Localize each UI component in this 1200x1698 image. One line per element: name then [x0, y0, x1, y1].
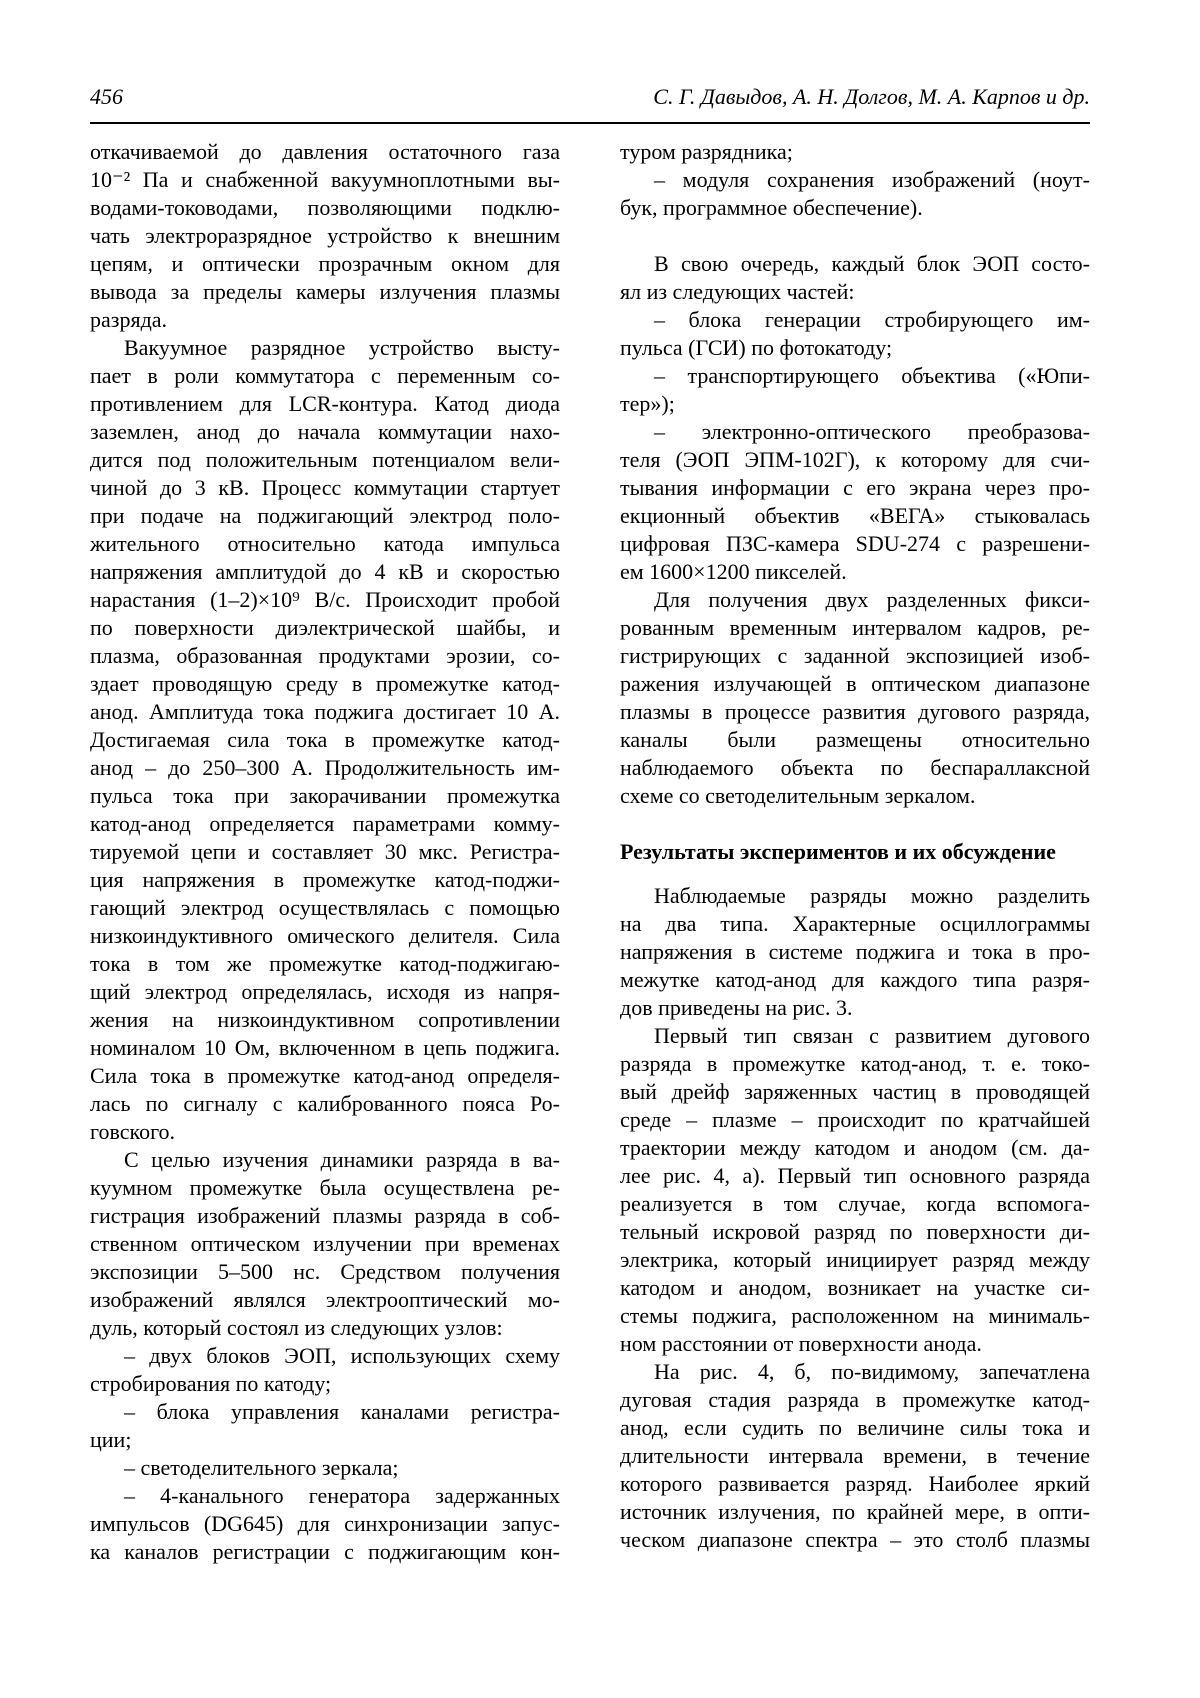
list-item [90, 1482, 560, 1566]
text-line: катодом и анодом, возникает на участке си- [620, 1275, 1090, 1300]
text-line: ражения излучающей в оптическом диапазоне [620, 671, 1090, 696]
text-line: ственном оптическом излучении при временах [90, 1231, 560, 1256]
text-line: Наблюдаемые разряды можно разделить [654, 883, 1090, 908]
text-line: стробирования по катоду; [90, 1371, 332, 1396]
paragraph [620, 1358, 1090, 1554]
page-header [90, 84, 1090, 110]
text-line: бук, программное обеспечение). [620, 195, 923, 220]
text-line: – блока управления каналами регистра- [124, 1399, 560, 1424]
text-line: лась по сигналу с калиброванного пояса Ро- [90, 1091, 560, 1116]
blank-line [620, 222, 1090, 250]
text-line: – светоделительного зеркала; [124, 1455, 399, 1480]
text-line: тывания информации с его экрана через про- [620, 475, 1090, 500]
text-line: дуль, который состоял из следующих узлов: [90, 1315, 503, 1340]
list-item [620, 306, 1090, 362]
text-line: напряжения амплитудой до 4 кВ и скоростью [90, 559, 560, 584]
text-line: В свою очередь, каждый блок ЭОП состо- [654, 251, 1090, 276]
text-line: вывода за пределы камеры излучения плазмы [90, 279, 560, 304]
text-line: нарастания (1–2)×10⁹ В/с. Происходит пробой [90, 587, 560, 612]
text-line: Первый тип связан с развитием дугового [654, 1023, 1090, 1048]
text-line: плазма, образованная продуктами эрозии, со- [90, 643, 560, 668]
right-column [620, 138, 1090, 1566]
text-line: – 4-канального генератора задержанных [124, 1483, 560, 1508]
text-line: С целью изучения динамики разряда в ва- [124, 1147, 560, 1172]
paragraph [90, 138, 560, 334]
text-line: плазмы в процессе развития дугового разряда, [620, 699, 1090, 724]
text-line: противлением для LCR-контура. Катод диода [90, 391, 560, 416]
paragraph [90, 1146, 560, 1342]
text-line: по поверхности диэлектрической шайбы, и [90, 615, 560, 640]
text-line: разряда. [90, 307, 168, 332]
left-column [90, 138, 560, 1566]
text-line: анод – до 250–300 А. Продолжительность им- [90, 755, 560, 780]
text-line: межутке катод-анод для каждого типа разря- [620, 967, 1090, 992]
text-line: длительности интервала времени, в течение [620, 1443, 1090, 1468]
text-line: разряда в промежутке катод-анод, т. е. токо- [620, 1051, 1090, 1076]
text-line: чать электроразрядное устройство к внешним [90, 223, 560, 248]
text-line: ция напряжения в промежутке катод-поджи- [90, 867, 560, 892]
text-line: изображений являлся электрооптический мо- [90, 1287, 560, 1312]
text-line: которого развивается разряд. Наиболее яркий [620, 1471, 1090, 1496]
text-line: каналы были размещены относительно [620, 727, 1090, 752]
running-head: С. Г. Давыдов, А. Н. Долгов, М. А. Карпов и др. [653, 84, 1090, 109]
text-line: дится под положительным потенциалом вели- [90, 447, 560, 472]
text-line: Для получения двух разделенных фикси- [654, 587, 1090, 612]
text-line: заземлен, анод до начала коммутации нахо- [90, 419, 560, 444]
text-line: жения на низкоиндуктивном сопротивлении [90, 1007, 560, 1032]
text-line: ял из следующих частей: [620, 279, 855, 304]
text-line: катод-анод определяется параметрами комму- [90, 811, 560, 836]
text-line: – блока генерации стробирующего им- [654, 307, 1090, 332]
text-line: Сила тока в промежутке катод-анод определя- [90, 1063, 560, 1088]
text-line: номиналом 10 Ом, включенном в цепь поджига. [90, 1035, 560, 1060]
text-line: щий электрод определялась, исходя из напря- [90, 979, 560, 1004]
text-line: анод. Амплитуда тока поджига достигает 10 А. [90, 699, 560, 724]
header-rule [90, 122, 1090, 124]
text-line: – транспортирующего объектива («Юпи- [654, 363, 1090, 388]
page-number: 456 [90, 84, 123, 109]
text-line: тируемой цепи и составляет 30 мкс. Регистра- [90, 839, 560, 864]
text-line: вый дрейф заряженных частиц в проводящей [620, 1079, 1090, 1104]
text-line: говского. [90, 1119, 176, 1144]
list-item [90, 1454, 560, 1482]
text-line: дуговая стадия разряда в промежутке катод- [620, 1387, 1090, 1412]
text-line: ческом диапазоне спектра – это столб плазмы [620, 1527, 1090, 1552]
paragraph [90, 334, 560, 1146]
text-line: чиной до 3 кВ. Процесс коммутации стартует [90, 475, 560, 500]
text-line: гистрирующих с заданной экспозицией изоб- [620, 643, 1090, 668]
text-line: лее рис. 4, а). Первый тип основного разряда [620, 1163, 1090, 1188]
text-line: здает проводящую среду в промежутке катод- [90, 671, 560, 696]
text-line: – электронно-оптического преобразова- [654, 419, 1090, 444]
two-column-layout [90, 138, 1090, 1566]
text-line: напряжения в системе поджига и тока в про- [620, 939, 1090, 964]
paragraph [620, 586, 1090, 810]
section-heading: Результаты экспериментов и их обсуждение [620, 839, 1056, 864]
text-line: цепям, и оптически прозрачным окном для [90, 251, 560, 276]
text-line: реализуется в том случае, когда вспомога- [620, 1191, 1090, 1216]
text-line: жительного относительно катода импульса [90, 531, 560, 556]
list-item [90, 1342, 560, 1398]
text-line: пает в роли коммутатора с переменным со- [90, 363, 560, 388]
text-line: ем 1600×1200 пикселей. [620, 559, 847, 584]
text-line: пульса (ГСИ) по фотокатоду; [620, 335, 893, 360]
text-line: при подаче на поджигающий электрод поло- [90, 503, 560, 528]
text-line: дов приведены на рис. 3. [620, 995, 853, 1020]
text-line: откачиваемой до давления остаточного газа [90, 139, 560, 164]
text-line: электрика, который инициирует разряд между [620, 1247, 1090, 1272]
text-line: стемы поджига, расположенном на минималь- [620, 1303, 1090, 1328]
paragraph [620, 882, 1090, 1022]
text-line: Вакуумное разрядное устройство высту- [124, 335, 560, 360]
text-line: туром разрядника; [620, 139, 793, 164]
text-line: водами-тоководами, позволяющими подклю- [90, 195, 560, 220]
text-line: гистрация изображений плазмы разряда в соб- [90, 1203, 560, 1228]
list-item [620, 362, 1090, 418]
text-line: экспозиции 5–500 нс. Средством получения [90, 1259, 560, 1284]
text-line: пульса тока при закорачивании промежутка [90, 783, 560, 808]
text-line: ка каналов регистрации с поджигающим кон- [90, 1539, 560, 1564]
text-line: низкоиндуктивного омического делителя. Сила [90, 923, 560, 948]
text-line: гающий электрод осуществлялась с помощью [90, 895, 560, 920]
text-line: Достигаемая сила тока в промежутке катод- [90, 727, 560, 752]
text-line: рованным временным интервалом кадров, ре- [620, 615, 1090, 640]
text-line: – модуля сохранения изображений (ноут- [654, 167, 1090, 192]
text-line: 10⁻² Па и снабженной вакуумноплотными вы- [90, 167, 560, 192]
text-line: тока в том же промежутке катод-поджигаю- [90, 951, 560, 976]
text-line: теля (ЭОП ЭПМ-102Г), к которому для счи- [620, 447, 1090, 472]
text-line: траектории между катодом и анодом (см. да- [620, 1135, 1090, 1160]
text-line: куумном промежутке была осуществлена ре- [90, 1175, 560, 1200]
text-line: схеме со светоделительным зеркалом. [620, 783, 976, 808]
text-line: наблюдаемого объекта по беспараллаксной [620, 755, 1090, 780]
paragraph [620, 250, 1090, 306]
list-item [90, 1398, 560, 1454]
text-line: анод, если судить по величине силы тока и [620, 1415, 1090, 1440]
text-line: На рис. 4, б, по-видимому, запечатлена [654, 1359, 1090, 1384]
text-line: цифровая ПЗС-камера SDU-274 с разрешени- [620, 531, 1090, 556]
text-line: тельный искровой разряд по поверхности ди- [620, 1219, 1090, 1244]
text-line: среде – плазме – происходит по кратчайшей [620, 1107, 1090, 1132]
paragraph [620, 138, 1090, 166]
text-line: ном расстоянии от поверхности анода. [620, 1331, 982, 1356]
text-line: тер»); [620, 391, 675, 416]
text-line: ции; [90, 1427, 132, 1452]
text-line: источник излучения, по крайней мере, в опти- [620, 1499, 1090, 1524]
text-line: екционный объектив «ВЕГА» стыковалась [620, 503, 1090, 528]
list-item [620, 418, 1090, 586]
paragraph [620, 1022, 1090, 1358]
list-item [620, 166, 1090, 222]
text-line: – двух блоков ЭОП, использующих схему [124, 1343, 560, 1368]
text-line: на два типа. Характерные осциллограммы [620, 911, 1090, 936]
text-line: импульсов (DG645) для синхронизации запус- [90, 1511, 560, 1536]
